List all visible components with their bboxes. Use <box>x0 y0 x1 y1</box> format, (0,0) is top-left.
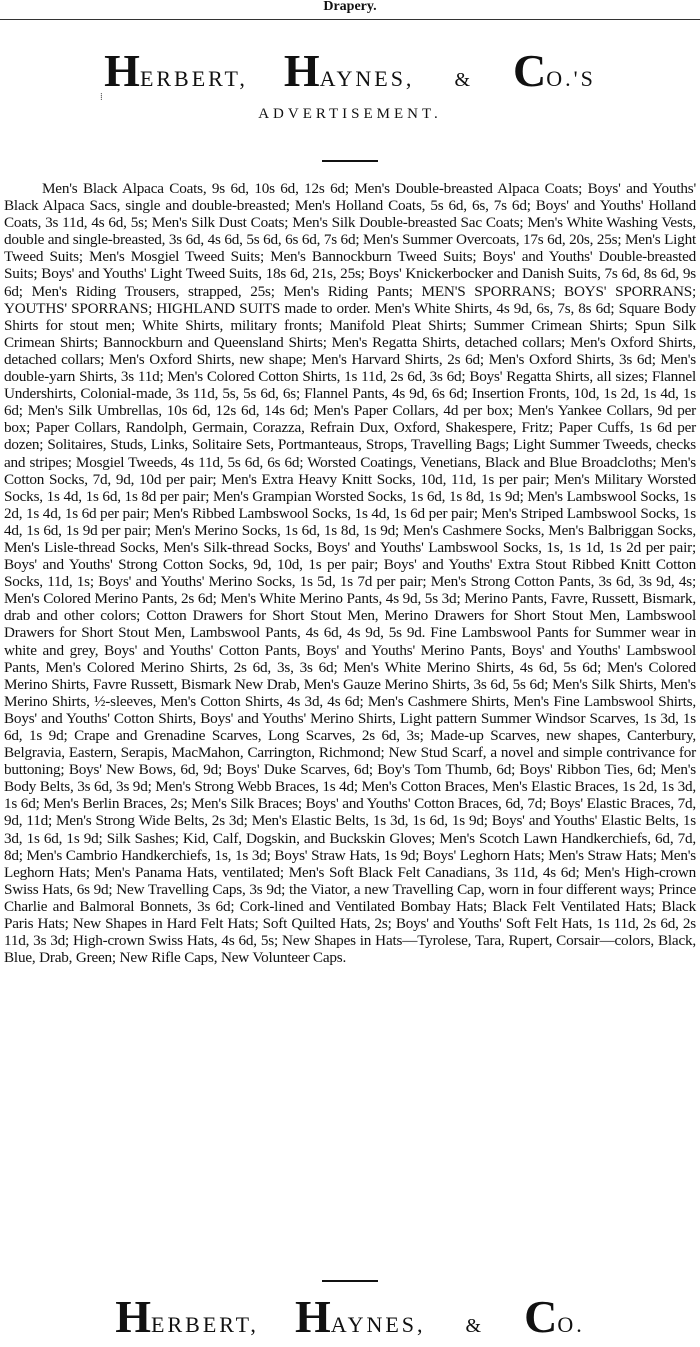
advertisement-body: Men's Black Alpaca Coats, 9s 6d, 10s 6d, 12s 6d; Men's Double-breasted Alpaca Coats; Boys' and Youths' Black Alpaca Sacs, single and double-breasted; Men's Holland Coats, 5s 6d, 6s, 7s 6d; Boys' and Youths' Holland Coats, 3s 11d, 4s 6d, 5s; Men's Silk Dust Coats; Men's Silk Double-breasted Sac Coats; Men's White Washing Vests, double and single-breasted, 3s 6d, 4s 6d, 5s 6d, 6s 6d, 7s 6d; Men's Summer Overcoats, 17s 6d, 20s, 25s; Men's Light Tweed Suits; Men's Mosgiel Tweed Suits; Men's Bannockburn Tweed Suits; Boys' and Youths' Double-breasted Suits; Boys' and Youths' Light Tweed Suits, 18s 6d, 21s, 25s; Boys' Knickerbocker and Danish Suits, 7s 6d, 8s 6d, 9s 6d; Men's Riding Trousers, strapped, 25s; Men's Riding Pants; MEN'S SPORRANS; BOYS' SPORRANS; YOUTHS' SPORRANS; HIGHLAND SUITS made to order. Men's White Shirts, 4s 9d, 6s, 7s, 8s 6d; Square Body Shirts for stout men; White Shirts, military fronts; Manifold Pleat Shirts; Summer Crimean Shirts; Spun Silk Crimean Shirts; Bannockburn and Queensland Shirts; Men's Regatta Shirts, detached collars; Men's Oxford Shirts, detached collars; Men's Oxford Shirts, new shape; Men's Harvard Shirts, 2s 6d; Men's Oxford Shirts, 3s 6d; Men's double-yarn Shirts, 3s 11d; Men's Colored Cotton Shirts, 1s 11d, 2s 6d, 3s 6d; Boys' Regatta Shirts, all sizes; Flannel Undershirts, Colonial-made, 3s 11d, 5s, 5s 6d, 6s; Flannel Pants, 4s 9d, 6s 6d; Insertion Fronts, 10d, 1s 2d, 1s 4d, 1s 6d; Men's Silk Umbrellas, 10s 6d, 12s 6d, 14s 6d; Men's Paper Collars, 4d per box; Men's Yankee Collars, 9d per box; Paper Collars, Randolph, Germain, Corazza, Refrain Dux, Oxford, Shakespere, Fritz; Paper Cuffs, 1s 6d per dozen; Solitaires, Studs, Links, Solitaire Sets, Portmanteaus, Strops, Travelling Bags; Light Summer Tweeds, checks and stripes; Mosgiel Tweeds, 4s 11d, 5s 6d, 6s 6d; Worsted Coatings, Venetians, Black and Blue Broadcloths; Men's Cotton Socks, 7d, 9d, 10d per pair; Men's Extra Heavy Knitt Socks, 10d, 11d, 1s per pair; Men's Military Worsted Socks, 1s 4d, 1s 6d, 1s 8d per pair; Men's Grampian Worsted Socks, 1s 6d, 1s 8d, 1s 9d; Men's Lambswool Socks, 1s 2d, 1s 4d, 1s 6d per pair; Men's Ribbed Lambswool Socks, 1s 4d, 1s 6d per pair; Men's Striped Lambswool Socks, 1s 4d, 1s 6d, 1s 9d per pair; Men's Merino Socks, 1s 6d, 1s 8d, 1s 9d; Men's Cashmere Socks, Men's Balbriggan Socks, Men's Lisle-thread Socks, Men's Silk-thread Socks, Boys' and Youths' Lambswool Socks, 1s, 1s 1d, 1s 2d per pair; Boys' and Youths' Strong Cotton Socks, 9d, 10d, 1s per pair; Boys' and Youths' Extra Stout Ribbed Knitt Cotton Socks, 11d, 1s; Boys' and Youths' Merino Socks, 1s 5d, 1s 7d per pair; Men's Strong Cotton Pants, 3s 6d, 3s 9d, 4s; Men's Colored Merino Pants, 2s 6d; Men's White Merino Pants, 4s 9d, 5s 3d; Merino Pants, Favre, Russett, Bismark, drab and other colors; Cotton Drawers for Short Stout Men, Merino Drawers for Short Stout Men, Lambswool Drawers for Short Stout Men, Lambswool Pants, 4s 6d, 4s 9d, 5s 9d. Fine Lambswool Pants for Summer wear in white and grey, Boys' and Youths' Cotton Pants, Boys' and Youths' Merino Pants, Boys' and Youths' Lambswool Pants, Men's Colored Merino Shirts, 2s 6d, 3s, 3s 6d; Men's White Merino Shirts, 4s 6d, 5s 6d; Men's Colored Merino Shirts, Favre Russett, Bismark New Drab, Men's Gauze Merino Shirts, 3s 6d, 5s 6d; Men's Silk Shirts, Men's Merino Shirts, ½-sleeves, Men's Cotton Shirts, 4s 3d, 4s 6d; Men's Cashmere Shirts, Men's Fine Lambswool Shirts, Boys' and Youths' Cotton Shirts, Boys' and Youths' Merino Shirts, Light pattern Summer Windsor Scarves, 1s 3d, 1s 6d, 1s 9d; Crape and Grenadine Scarves, Long Scarves, 2s 6d, 3s; Made-up Scarves, new shapes, Canterbury, Belgravia, Eastern, Serapis, MacMahon, Carrington, Richmond; New Stud Scarf, a novel and simple contrivance for buttoning; Boys' New Bows, 6d, 9d; Boys' Duke Scarves, 6d; Boy's Tom Thumb, 6d; Boys' Ribbon Ties, 6d; Men's Body Belts, 3s 6d, 3s 9d; Men's Strong Webb Braces, 1s 4d; Men's Cotton Braces, Men's Elastic Braces, 1s 2d, 1s 3d, 1s 6d; Men's Berlin Braces, 2s; Men's Silk Braces; Boys' and Youths' Cotton Braces, 6d, 7d; Boys' Elastic Braces, 7d, 9d, 11d; Men's Strong Wide Belts, 2s 3d; Men's Elastic Belts, 1s 3d, 1s 6d, 1s 9d; Boys' and Youths' Elastic Belts, 1s 3d, 1s 6d, 1s 9d; Silk Sashes; Kid, Calf, Dogskin, and Buckskin Gloves; Men's Scotch Lawn Handkerchiefs, 6d, 7d, 8d; Men's Cambrio Handkerchiefs, 1s, 1s 3d; Boys' Straw Hats, 1s 9d; Boys' Leghorn Hats; Men's Straw Hats; Men's Leghorn Hats; Men's Panama Hats, ventilated; Men's Soft Black Felt Canadians, 3s 11d, 4s 6d; Men's High-crown Swiss Hats, 6s 9d; New Travelling Caps, 3s 9d; the Viator, a new Travelling Cap, worn in four different ways; Prince Charlie and Balmoral Bonnets, 3s 6d; Cork-lined and Ventilated Bombay Hats; Black Felt Ventilated Hats; Black Paris Hats; New Shapes in Hard Felt Hats; Soft Quilted Hats, 2s; Boys' and Youths' Soft Felt Hats, 1s 11d, 2s 6d, 2s 11d, 3s 3d; High-crown Swiss Hats, 4s 6d, 5s; New Shapes in Hats—Tyrolese, Tara, Rupert, Corsair—colors, Black, Blue, Drab, Green; New Rifle Caps, New Volunteer Caps. <box>4 180 696 967</box>
advertisement-title: ADVERTISEMENT. <box>258 106 442 122</box>
firm-word-haynes: AYNES, <box>330 1312 426 1337</box>
firm-initial-h1: H <box>104 45 140 96</box>
firm-word-co: O. <box>557 1312 585 1337</box>
footer-divider <box>322 1280 378 1282</box>
firm-ampersand: & <box>454 69 473 91</box>
firm-word-herbert: ERBERT, <box>151 1312 259 1337</box>
firm-name-header <box>0 44 700 97</box>
firm-word-haynes: AYNES, <box>319 66 415 91</box>
firm-word-cos: O.'S <box>546 66 596 91</box>
firm-initial-h1: H <box>115 1291 152 1342</box>
firm-initial-h2: H <box>283 45 320 96</box>
firm-ampersand: & <box>465 1315 485 1337</box>
firm-initial-c: C <box>513 45 547 96</box>
firm-name-footer <box>0 1290 700 1343</box>
section-title: Drapery. <box>323 0 377 14</box>
header-rule <box>0 19 700 20</box>
stray-mark: ⁞ <box>100 92 103 103</box>
firm-word-herbert: ERBERT, <box>139 66 248 91</box>
firm-initial-c: C <box>524 1291 558 1342</box>
title-divider <box>322 160 378 162</box>
firm-initial-h2: H <box>294 1291 331 1342</box>
